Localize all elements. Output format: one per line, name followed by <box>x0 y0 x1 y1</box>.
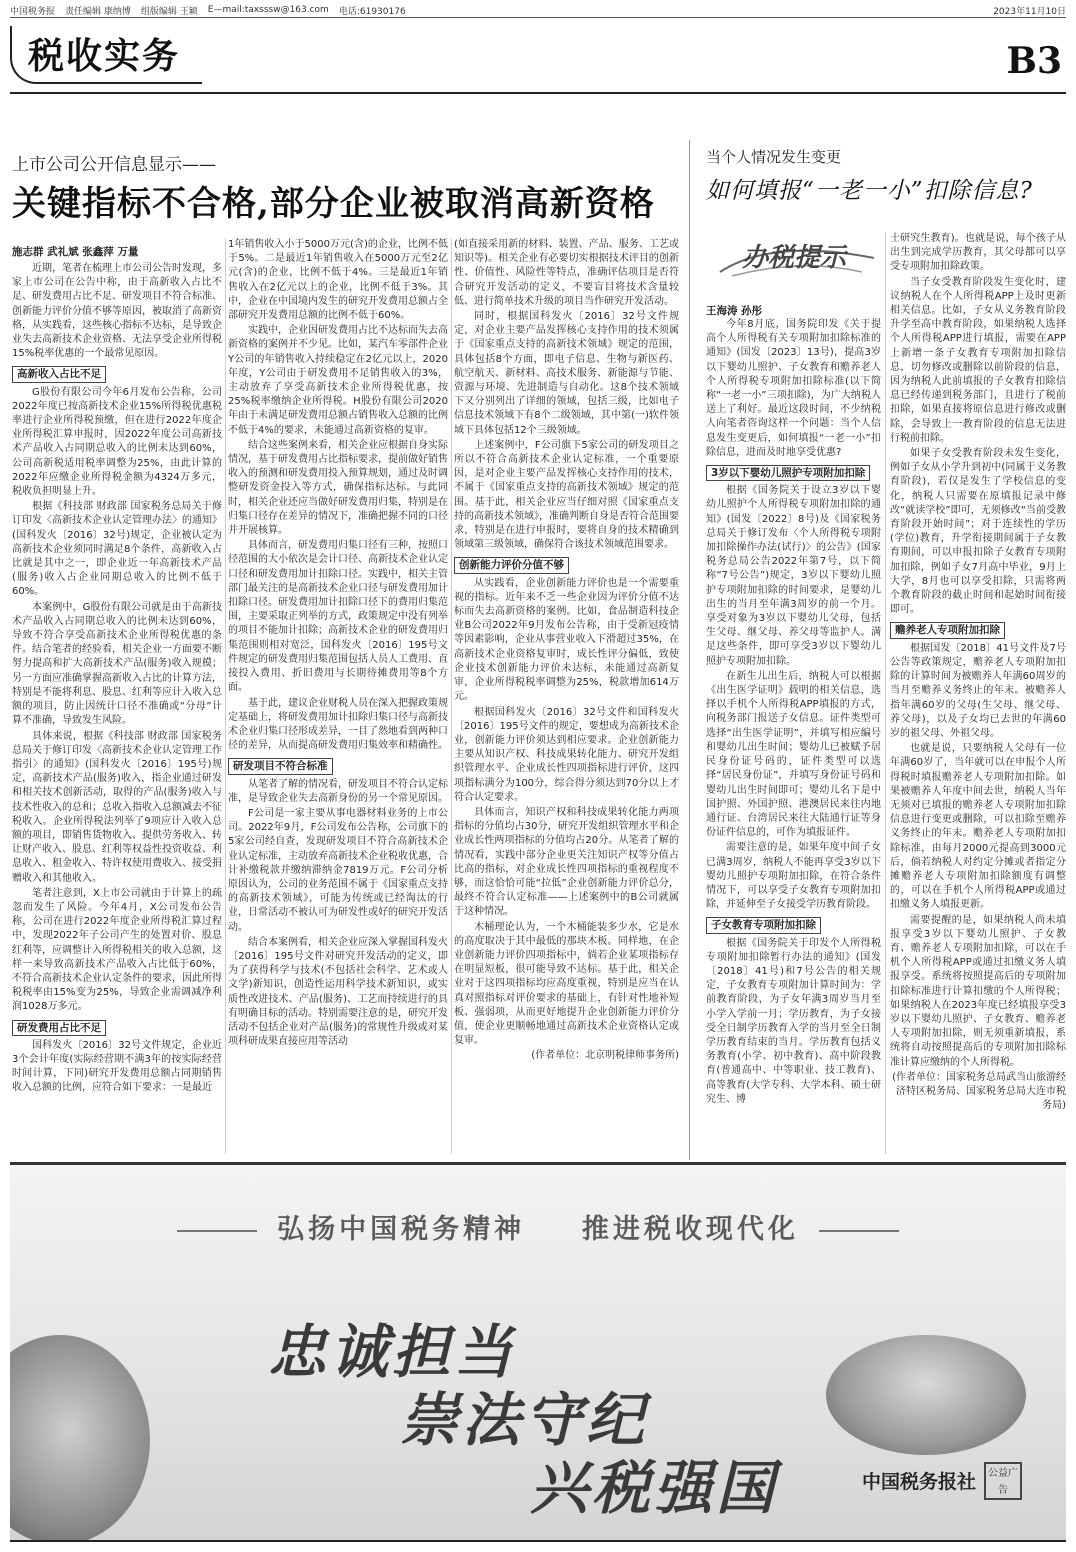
column-separator <box>225 238 226 1154</box>
paragraph: 根据《国务院关于设立3岁以下婴幼儿照护个人所得税专项附加扣除的通知》(国发〔2022〕8号)及《国家税务总局关于修订发布〈个人所得税专项附加扣除操作办法(试行)〉的公告》(国家税务总局公告2022年第7号，以下简称“7号公告”)规定，3岁以下婴幼儿照护专项附加扣除的时间要求，是婴幼儿出生的当月至年满3周岁的前一个月。享受对象为3岁以下婴幼儿父母，包括生父母、继父母、养父母等监护人。满足这些条件，即可享受3岁以下婴幼儿照护专项附加扣除。 <box>706 485 881 667</box>
paragraph: 上述案例中，F公司旗下5家公司的研发项目之所以不符合高新技术企业认定标准，一个重要原因，是对企业主要产品发挥核心支持作用的技术，不属于《国家重点支持的高新技术领域》规定的范围。基于此，相关企业应当仔细对照《国家重点支持的高新技术领域》，准确判断自身是否符合范围要求，特别是在进行申报时，要将自身的技术精确到领域第三级领域，确保符合该技术领域范围要求。 <box>454 439 679 551</box>
paragraph: 根据《国务院关于印发个人所得税专项附加扣除暂行办法的通知》(国发〔2018〕41号)和7号公告的相关规定，子女教育专项附加计算时间为：学前教育阶段，为子女年满3周岁当月至小学入学前一月；学历教育，为子女接受全日制学历教育入学的当月至全日制学历教育结束的当月。学历教育包括义务教育(小学、初中教育)、高中阶段教育(普通高中、中等职业、技工教育)、高等教育(大学专科、大学本科、硕士研究生、博 <box>706 937 881 1105</box>
paragraph: 木桶理论认为，一个木桶能装多少水，它是水的高度取决于其中最低的那块木板。同样地，在企业创新能力评价四项指标中，倘若企业某项指标存在明显短板，很可能导致不达标。基于此，相关企业对于这四项指标均应高度重视，特别是应当在认真对照指标对评价要求的基础上，有针对性地补短板、强弱项，从而更好地提升企业创新能力评价分值，使企业更顺畅地通过高新技术企业资格认定或复审。 <box>454 921 679 1047</box>
paragraph: 国科发火〔2016〕32号文件规定，企业近3个会计年度(实际经营期不满3年的按实际经营时间计算，下同)研究开发费用总额占同期销售收入总额的比例，应符合如下要求：一是最近 <box>12 1039 222 1094</box>
left-story-headline: 关键指标不合格,部分企业被取消高新资格 <box>12 184 655 224</box>
masthead-rule <box>10 17 1066 18</box>
subheading: 高新收入占比不足 <box>12 366 106 382</box>
paragraph: 今年8月底，国务院印发《关于提高个人所得税有关专项附加扣除标准的通知》(国发〔2023〕13号)，提高3岁以下婴幼儿照护、子女教育和赡养老人个人所得税专项附加扣除标准(以下简称“一老一小”三项扣除)，为广大纳税人送上了利好。最近这段时间，不少纳税人向笔者咨询这样一个问题：当个人信息发生变更后，如何填报“一老一小”扣除信息，进而及时地享受优惠? <box>706 319 881 458</box>
paragraph: 基于此，建议企业财税人员在深入把握政策规定基础上，将研发费用加计扣除归集口径与高新技术企业归集口径形成差异，一目了然地看到两种口径的差异，从而提高研发费用归集效率和精确性。 <box>228 697 448 752</box>
bottom-rule <box>10 1540 1066 1542</box>
ad-seal-stamp: 公益广告 <box>984 1462 1022 1500</box>
paragraph: 如果子女受教育阶段未发生变化，例如子女从小学升到初中(同属于义务教育阶段)，若仅是发生了学校信息的变化，纳税人只需要在原填报记录中修改“就读学校”即可，无须修改“当前受教育阶段开始时间”；对于连续性的学历(学位)教育，升学衔接期间属于子女教育期间，可以申报扣除子女教育专项附加扣除，例如子女7月高中毕业，9月上大学，8月也可以享受扣除，只需将两个教育阶段的截止时间和起始时间衔接即可。 <box>890 448 1066 616</box>
public-service-ad <box>10 1162 1066 1540</box>
masthead-editor: 责任编辑 康纳博 <box>65 6 131 17</box>
paragraph: 需要注意的是，如果年度中间子女已满3周岁，纳税人不能再享受3岁以下婴幼儿照护专项附加扣除，在符合条件情况下，可以享受子女教育专项附加扣除，并延伸至子女接受学历教育阶段。 <box>706 842 881 911</box>
paragraph: 士研究生教育)。也就是说，每个孩子从出生到完成学历教育，其父母都可以享受专项附加扣除政策。 <box>890 233 1066 273</box>
paragraph: 在新生儿出生后，纳税人可以根据《出生医学证明》载明的相关信息，选择以手机个人所得税APP填报的方式，向税务部门报送子女信息。证件类型可选择“出生医学证明”，并填写相应编号和婴幼儿出生时间；婴幼儿已被赋予居民身份证号码的，证件类型可以选择“居民身份证”，并填写身份证号码和婴幼儿出生时间即可；婴幼儿名下是中国护照、外国护照、港澳居民来往内地通行证、台湾居民来往大陆通行证等身份证件信息的，可作为填报证件。 <box>706 670 881 839</box>
right-story-column-2 <box>890 232 1066 1154</box>
page-number: B3 <box>1006 40 1062 82</box>
left-story-column-1 <box>12 262 222 1154</box>
paragraph: 1年销售收入小于5000万元(含)的企业，比例不低于5%。二是最近1年销售收入在5000万元至2亿元(含)的企业，比例不低于4%。三是最近1年销售收入在2亿元以上的企业，比例不低于3%。其中，企业在中国境内发生的研究开发费用总额占全部研究开发费用总额的比例不低于60%。 <box>228 239 448 322</box>
masthead-paper: 中国税务报 <box>10 6 56 17</box>
subheading: 3岁以下婴幼儿照护专项附加扣除 <box>706 465 870 481</box>
ad-slogan-right: 推进税收现代化 <box>581 1214 799 1245</box>
ad-slogan <box>10 1207 1066 1246</box>
masthead <box>10 2 1066 18</box>
paragraph: 具体而言，研发费用归集口径有三种，按照口径范围的大小依次是会计口径、高新技术企业认定口径和研发费用加计扣除口径。实践中，相关主管部门最关注的是高新技术企业口径与研发费用加计扣除口径。研发费用加计扣除口径下的费用归集范围，主要采取正列举的方式，政策规定中没有列举的项目不能加计扣除；高新技术企业的研发费用归集范围则相对宽泛，国科发火〔2016〕195号文件规定的研发费用归集范围包括人员人工费用、直接投入费用、折旧费用与长期待摊费用等8个方面。 <box>228 540 448 694</box>
drum-right-image <box>826 1335 1026 1455</box>
ad-brand: 中国税务报社 <box>861 1471 976 1493</box>
ad-line-1: 忠诚担当 <box>268 1318 517 1386</box>
right-story-headline: 如何填报“一老一小”扣除信息? <box>706 178 1033 204</box>
masthead-email: E—mail:taxsssw@163.com <box>207 5 329 15</box>
left-story-byline: 施志群 武礼斌 张鑫萍 万量 <box>12 246 139 258</box>
paragraph: 从笔者了解的情况看，研发项目不符合认定标准，是导致企业失去高新身份的另一个常见原因。 <box>228 778 448 804</box>
left-story-column-2 <box>228 238 448 1154</box>
paragraph: 根据《科技部 财政部 国家税务总局关于修订印发〈高新技术企业认定管理办法〉的通知》(国科发火〔2016〕32号)规定，企业被认定为高新技术企业须同时满足8个条件，高新收入占比就是其中之一，即企业近一年高新技术产品(服务)收入占企业同期总收入的比例不低于60%。 <box>12 501 222 598</box>
paragraph: (如直接采用新的材料、装置、产品、服务、工艺或知识等)。相关企业有必要切实根据技术评目的创新性、价值性、风险性等特点，准确评估项目是否符合研究开发活动的定义，不要盲目将技术含量较低、进行简单技术升级的项目当作研究开发活动。 <box>454 239 679 307</box>
column-separator <box>451 238 452 1154</box>
drum-left-image <box>10 1335 150 1540</box>
right-story-byline: 王海涛 孙彤 <box>706 305 763 317</box>
paragraph: 笔者注意到，X上市公司就由于计算上的疏忽而发生了风险。今年4月，X公司发布公告称，公司在进行2022年度企业所得税汇算过程中，发现2022年子公司产生的处置对价、股息红利等，应调整计入所得税相关的收入总额，这样一来导致高新技术产品收入占比低于60%，不符合高新技术企业认定条件的要求，因此所得税税率由15%变为25%，导致企业需调减净利润1028万多元。 <box>12 887 222 1013</box>
paragraph: 根据国科发火〔2016〕32号文件和国科发火〔2016〕195号文件的规定，要想成为高新技术企业，创新能力评价须达到相应要求。企业创新能力主要从知识产权、科技成果转化能力、研究开发组织管理水平、企业成长性四项指标进行评价，这四项指标满分为100分，综合得分须达到70分以上才符合认定要求。 <box>454 706 679 803</box>
paragraph: 也就是说，只要纳税人父母有一位年满60岁了，当年就可以在申报个人所得税时填报赡养老人专项附加扣除。如果被赡养人年度中间去世，纳税人当年无须对已填报的赡养老人专项附加扣除信息进行变更或删除，可以扣除至赡养义务终止的年末。赡养老人专项附加扣除标准，由每月2000元提高到3000元后，倘若纳税人对约定分摊或者指定分摊赡养老人专项附加扣除额度有调整的，可以在手机个人所得税APP或通过扣缴义务人填报更新。 <box>890 743 1066 911</box>
subheading: 创新能力评价分值不够 <box>454 557 569 573</box>
paragraph: F公司是一家主要从事电器材料业务的上市公司。2022年9月，F公司发布公告称，公司旗下的5家公司经自查，发现研发项目不符合高新技术企业认定标准，主动放弃高新技术企业税收优惠，合计补缴税款并缴纳滞纳金7819万元。F公司分析原因认为，公司的业务范围不属于《国家重点支持的高新技术领域》，可能为传统或已经淘汰的行业，日常活动不被认可为研发性或好的研究开发活动。 <box>228 807 448 933</box>
header-rule <box>10 92 1066 94</box>
paragraph: 本案例中，G股份有限公司就是由于高新技术产品收入占同期总收入的比例未达到60%，导致不符合享受高新技术企业所得税优惠的条件。结合笔者的经验看，相关企业一方面要不断努力提高和扩大高新技术产品(服务)收入规模；另一方面应准确掌握高新收入占比的计算方法，特别是不能将利息、股息、红利等应计入收入总额的项目，防止因统计口径不准确或“分母”计算不准确，导致发生风险。 <box>12 601 222 727</box>
paragraph: 从实践看，企业创新能力评价也是一个需要重视的指标。近年来不乏一些企业因为评价分值不达标而失去高新资格的案例。比如，食品制造科技企业B公司2022年9月发布公告称，由于受新冠疫情等因素影响，企业从事营业收入下滑超过35%，在高新技术企业资格复审时，成长性评分偏低，致使企业技术创新能力评价未达标，未能通过高新复审，企业所得税税率调整为25%，税款增加614万元。 <box>454 577 679 703</box>
story-divider <box>689 140 690 1160</box>
ad-slogan-left: 弘扬中国税务精神 <box>277 1214 526 1245</box>
left-story-kicker: 上市公司公开信息显示—— <box>12 155 216 175</box>
paragraph: 结合本案例看，相关企业应深入掌握国科发火〔2016〕195号文件对研究开发活动的定义，即为了获得科学与技术(不包括社会科学、艺术或人文学)新知识，创造性运用科学技术新知识，或实质性改进技术、产品(服务)、工艺而持续进行的具有明确目标的活动。特别需要注意的是，研究开发活动不包括企业对产品(服务)的常规性升级或对某项科研成果直接应用等活动 <box>228 936 448 1048</box>
subheading: 赡养老人专项附加扣除 <box>890 622 1005 638</box>
right-story-column-1 <box>706 318 881 1154</box>
column-separator <box>885 232 886 1154</box>
paragraph: 具体而言，知识产权和科技成果转化能力两项指标的分值均占30分，研究开发组织管理水平和企业成长性两项指标的分值均占20分。从笔者了解的情况看，实践中部分企业更关注知识产权等分值占比高的指标，对企业成长性四项指标的重视程度不够，而这恰恰可能“拉低”企业创新能力评价总分，最终不符合认定标准——上述案例中的B公司就属于这种情况。 <box>454 806 679 918</box>
subheading: 子女教育专项附加扣除 <box>706 917 821 933</box>
subheading: 研发费用占比不足 <box>12 1020 106 1036</box>
paragraph: 具体来说，根据《科技部 财政部 国家税务总局关于修订印发〈高新技术企业认定管理工作指引〉的通知》(国科发火〔2016〕195号)规定，高新技术产品(服务)收入，指企业通过研发和相关技术创新活动，取得的产品(服务)收入与技术性收入的总和；总收入指收入总额减去不征税收入。企业所得税法列举了9项应计入收入总额的项目，即销售货物收入、提供劳务收入、转让财产收入、股息、红利等权益性投资收益、利息收入、租金收入、特许权使用费收入、接受捐赠收入和其他收入。 <box>12 730 222 884</box>
logo-text: 办税提示 <box>742 243 847 273</box>
masthead-layout: 组版编辑 王颖 <box>140 6 198 17</box>
masthead-date: 2023年11月10日 <box>993 7 1066 17</box>
left-story-column-3 <box>454 238 679 1154</box>
paragraph: 根据国发〔2018〕41号文件及7号公告等政策规定，赡养老人专项附加扣除的计算时间为被赡养人年满60周岁的当月至赡养义务终止的年末。被赡养人指年满60岁的父母(生父母、继父母、养父母)，以及子女均已去世的年满60岁的祖父母、外祖父母。 <box>890 642 1066 739</box>
paragraph: G股份有限公司今年6月发布公告称，公司2022年度已按高新技术企业15%所得税优惠税率进行企业所得税预缴，但在进行2022年度企业所得税汇算申报时，因2022年度公司高新技术产品收入占同期总收入的比例未达到60%，公司高新税适用税率调整为25%，由此计算的2022年应缴企业所得税金额为4324万多元，税收负担明显上升。 <box>12 386 222 498</box>
masthead-phone: 电话:61930176 <box>338 6 406 17</box>
author-note: (作者单位：北京明税律师事务所) <box>531 1050 679 1062</box>
right-story-kicker: 当个人情况发生变更 <box>706 148 842 166</box>
paragraph: 近期，笔者在梳理上市公司公告时发现，多家上市公司在公告中称，由于高新收入占比不足、研发费用占比不足、研发项目不符合标准、创新能力评价分值不够等原因，被取消了高新资格，从实践看，这些核心指标不达标，是导致企业失去高新技术企业资格、无法享受企业所得税15%税率优惠的一个最常见原因。 <box>12 263 222 360</box>
ad-line-3: 兴税强国 <box>530 1454 779 1522</box>
section-title: 税收实务 <box>28 35 181 77</box>
subheading: 研发项目不符合标准 <box>228 758 333 774</box>
tax-tip-logo-icon <box>712 228 882 282</box>
paragraph: 同时，根据国科发火〔2016〕32号文件规定，对企业主要产品发挥核心支持作用的技术须属于《国家重点支持的高新技术领域》规定的范围，具体包括8个方面，即电子信息、生物与新医药、航空航天、新材料、高技术服务、新能源与节能、资源与环境、先进制造与自动化。这8个技术领域下又分别列出了详细的领域，包括三级，比如电子信息技术领域下有8个二级领域，其中第(一)软件领域下具体包括12个三级领域。 <box>454 311 679 436</box>
author-note: (作者单位：国家税务总局武当山旅游经济特区税务局、国家税务总局大连市税务局) <box>892 1071 1066 1112</box>
paragraph: 实践中，企业因研发费用占比不达标而失去高新资格的案例并不少见。比如，某汽车零部件企业Y公司的年销售收入持续稳定在2亿元以上，2020年度，Y公司由于研发费用不足销售收入的3%，主动放弃了享受高新技术企业所得税优惠，按25%税率缴纳企业所得税。H股份有限公司2020年由于未满足研发费用总额占销售收入总额的比例不低于4%的要求，未能通过高新资格的复审。 <box>228 325 448 436</box>
paragraph: 需要提醒的是，如果纳税人尚未填报享受3岁以下婴幼儿照护、子女教育、赡养老人专项附加扣除，可以在手机个人所得税APP或通过扣缴义务人填报享受。系统将按照提高后的专项附加扣除标准进行计算扣缴的个人所得税；如果纳税人在2023年度已经填报享受3岁以下婴幼儿照护、子女教育、赡养老人专项附加扣除，则无须重新填报，系统将自动按照提高后的专项附加扣除标准计算应缴纳的个人所得税。 <box>890 914 1066 1068</box>
ad-line-2: 崇法守纪 <box>400 1386 649 1454</box>
paragraph: 结合这些案例来看，相关企业应根据自身实际情况，基于研发费用占比指标要求，提前做好销售收入的预测和研发费用投入预算规划，通过及时调整研发资金投入等方式，确保指标达标。与此同时，相关企业还应当做好研发费用归集，特别是在归集口径存在差异的情况下，准确把握不同的口径并开展核算。 <box>228 439 448 537</box>
paragraph: 当子女受教育阶段发生变化时，建议纳税人在个人所得税APP上及时更新相关信息。比如，子女从义务教育阶段升学至高中教育阶段，如果纳税人选择个人所得税APP进行填报，需要在APP上新增一条子女教育专项附加扣除信息，切勿修改或删除以前阶段的信息，因为纳税人此前填报的子女教育扣除信息已经传递到税务部门，且进行了税前扣除，如果直接将原信息进行修改或删除，会导致上一教育阶段的信息无法进行税前扣除。 <box>890 276 1066 444</box>
